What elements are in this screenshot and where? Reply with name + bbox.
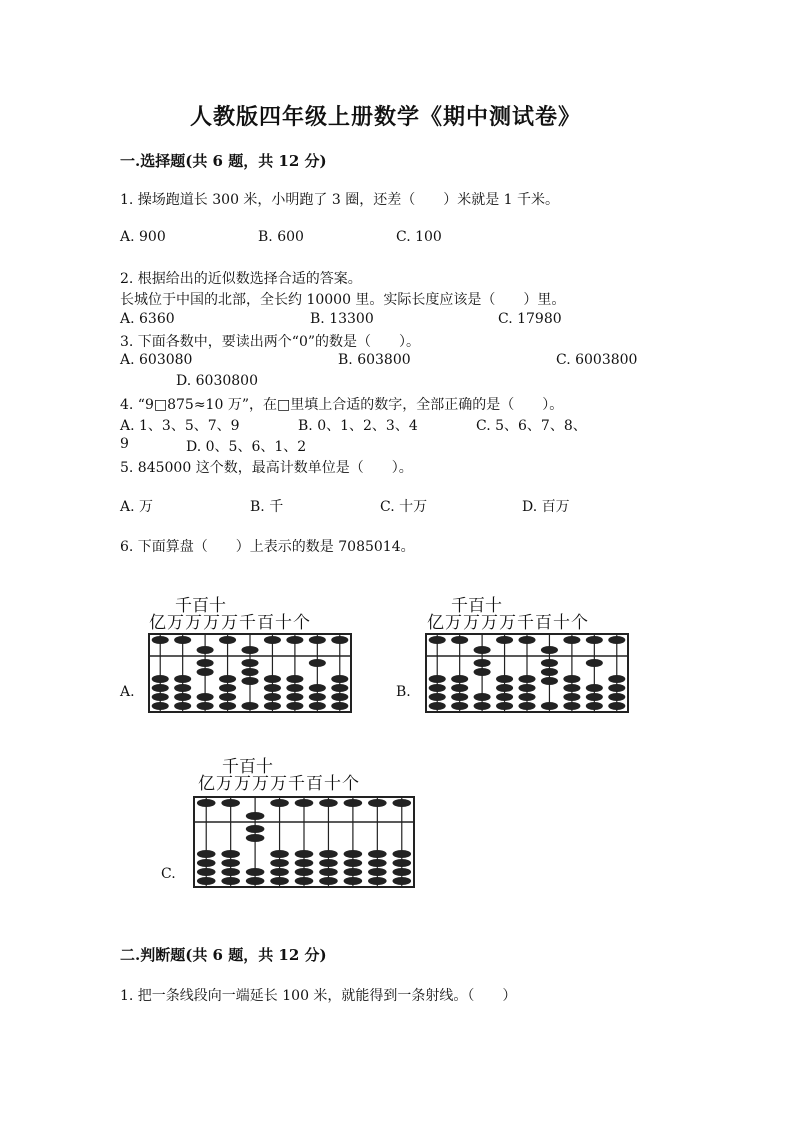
question-1-option-c: C. 100: [396, 229, 442, 245]
question-3-option-b: B. 603800: [338, 352, 411, 368]
question-1-option-b: B. 600: [258, 229, 304, 245]
question-2-stem-line1: 2. 根据给出的近似数选择合适的答案。: [120, 271, 362, 287]
question-1-option-a: A. 900: [120, 229, 166, 245]
abacus-c-label: C.: [161, 866, 176, 882]
abacus-c-header-top: 千百十: [222, 757, 273, 777]
question-3-stem: 3. 下面各数中，要读出两个“0”的数是（ ）。: [120, 334, 421, 350]
question-3-option-c: C. 6003800: [556, 352, 638, 368]
abacus-c: [190, 793, 418, 891]
abacus-b: [422, 630, 632, 716]
abacus-a-frame: [145, 630, 355, 716]
abacus-a: [145, 630, 355, 716]
question-5-option-c: C. 十万: [380, 499, 428, 515]
question-4-option-d: D. 0、5、6、1、2: [186, 439, 307, 455]
abacus-b-label: B.: [396, 684, 411, 700]
question-5-option-a: A. 万: [120, 499, 154, 515]
abacus-b-frame: [422, 630, 632, 716]
abacus-b-header-bottom: 亿万万万万千百十个: [427, 613, 589, 633]
question-2-stem-line2: 长城位于中国的北部，全长约 10000 里。实际长度应该是（ ）里。: [120, 292, 566, 308]
judge-question-1-stem: 1. 把一条线段向一端延长 100 米，就能得到一条射线。（ ）: [120, 988, 517, 1004]
section-heading-choice: 一.选择题(共 6 题，共 12 分): [120, 152, 327, 170]
question-5-option-d: D. 百万: [522, 499, 570, 515]
abacus-a-header-bottom: 亿万万万万千百十个: [149, 613, 311, 633]
question-4-option-b: B. 0、1、2、3、4: [298, 418, 418, 434]
question-4-stem: 4. “9□875≈10 万”，在□里填上合适的数字，全部正确的是（ ）。: [120, 397, 564, 413]
question-3-option-a: A. 603080: [120, 352, 193, 368]
question-2-option-a: A. 6360: [120, 311, 175, 327]
page-title: 人教版四年级上册数学《期中测试卷》: [190, 104, 582, 130]
question-2-option-c: C. 17980: [498, 311, 562, 327]
section-heading-judge: 二.判断题(共 6 题，共 12 分): [120, 946, 327, 964]
question-2-option-b: B. 13300: [310, 311, 374, 327]
abacus-b-header-top: 千百十: [451, 596, 502, 616]
question-3-option-d: D. 6030800: [176, 373, 258, 389]
abacus-a-header-top: 千百十: [175, 596, 226, 616]
abacus-c-header-bottom: 亿万万万万千百十个: [198, 774, 360, 794]
question-5-stem: 5. 845000 这个数，最高计数单位是（ ）。: [120, 460, 413, 476]
abacus-c-frame: [190, 793, 418, 891]
question-4-option-c-wrap: 9: [120, 436, 129, 452]
question-1-stem: 1. 操场跑道长 300 米，小明跑了 3 圈，还差（ ）米就是 1 千米。: [120, 192, 560, 208]
question-4-option-a: A. 1、3、5、7、9: [120, 418, 240, 434]
question-4-option-c: C. 5、6、7、8、: [476, 418, 587, 434]
question-6-stem: 6. 下面算盘（ ）上表示的数是 7085014。: [120, 539, 415, 555]
question-5-option-b: B. 千: [250, 499, 284, 515]
abacus-a-label: A.: [120, 684, 135, 700]
